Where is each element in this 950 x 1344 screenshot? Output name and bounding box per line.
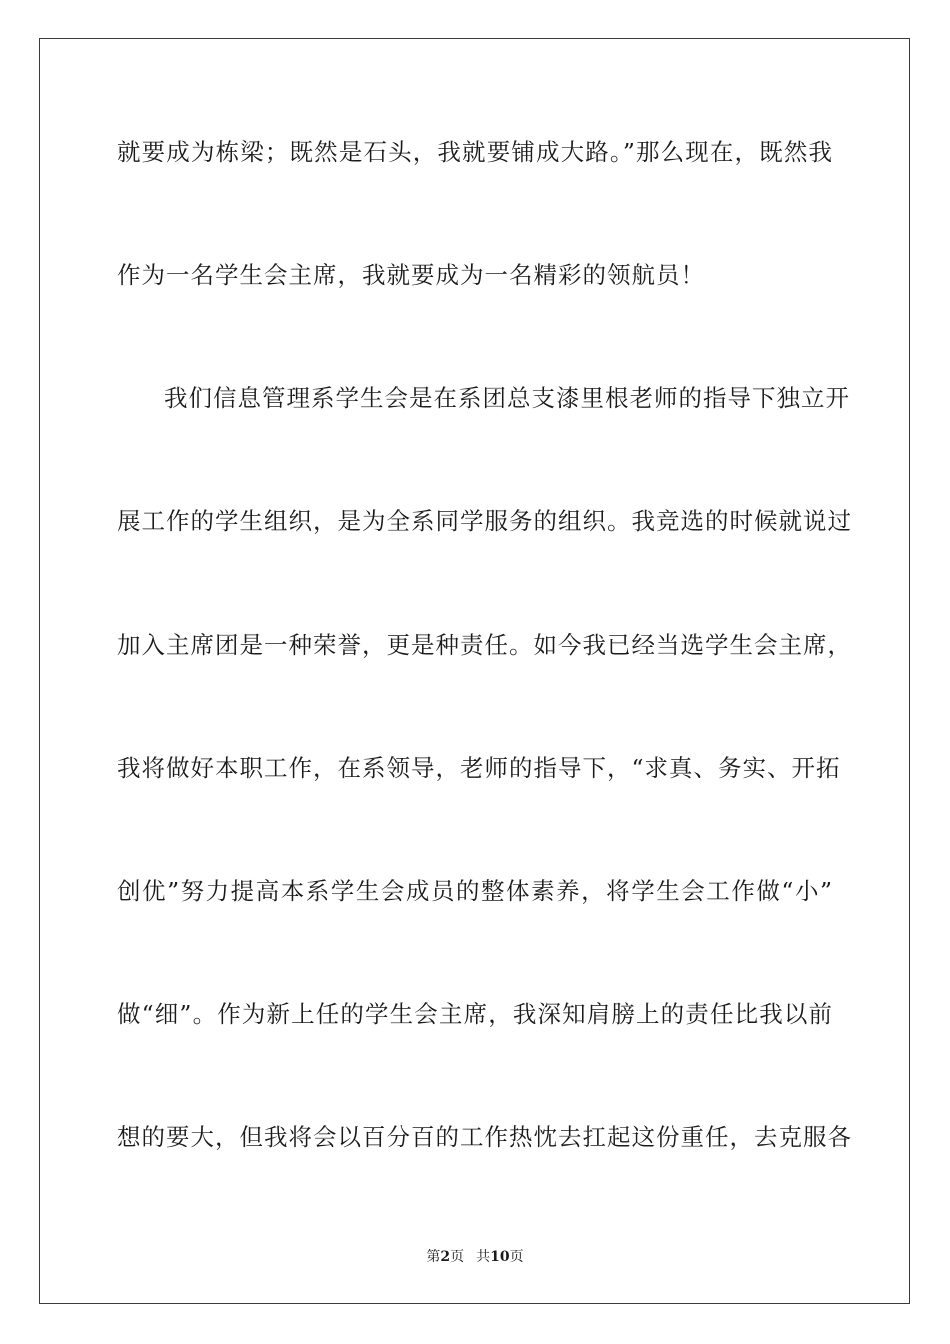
page-footer bbox=[0, 1247, 950, 1267]
text-line-6: 我将做好本职工作，在系领导，老师的指导下，“求真、务实、开拓 bbox=[117, 754, 841, 782]
text-line-4: 展工作的学生组织，是为全系同学服务的组织。我竞选的时候就说过 bbox=[117, 507, 852, 535]
text-line-8: 做“细”。作为新上任的学生会主席，我深知肩膀上的责任比我以前 bbox=[117, 1000, 833, 1028]
text-line-7: 创优”努力提高本系学生会成员的整体素养，将学生会工作做“小” bbox=[117, 877, 833, 905]
total-suffix: 页 bbox=[509, 1249, 524, 1265]
total-prefix: 共 bbox=[476, 1249, 491, 1265]
text-line-1: 就要成为栋梁；既然是石头，我就要铺成大路。”那么现在，既然我 bbox=[117, 138, 833, 166]
text-line-5: 加入主席团是一种荣誉，更是种责任。如今我已经当选学生会主席， bbox=[117, 631, 852, 659]
page-prefix: 第 bbox=[426, 1249, 441, 1265]
text-line-2: 作为一名学生会主席，我就要成为一名精彩的领航员！ bbox=[117, 261, 705, 289]
page-number: 2 bbox=[440, 1249, 451, 1265]
text-line-3: 我们信息管理系学生会是在系团总支漆里根老师的指导下独立开 bbox=[164, 384, 850, 412]
page-suffix: 页 bbox=[450, 1249, 465, 1265]
text-line-9: 想的要大，但我将会以百分百的工作热忱去扛起这份重任，去克服各 bbox=[117, 1123, 852, 1151]
total-pages: 10 bbox=[490, 1249, 510, 1265]
page-border bbox=[39, 38, 910, 1304]
